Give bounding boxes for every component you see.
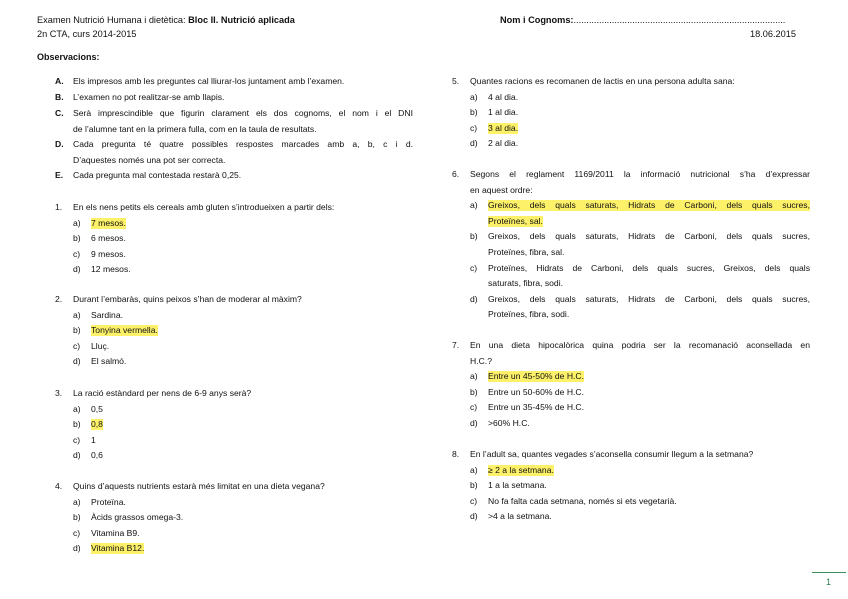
option-text: saturats, fibra, sodi. [488, 278, 563, 289]
option-text: Entre un 35-45% de H.C. [488, 402, 585, 413]
option-text: Proteïnes, fibra, sodi. [488, 309, 570, 320]
option-label: a) [470, 200, 478, 211]
option-text: 4 al dia. [488, 91, 519, 102]
question-number: 2. [55, 294, 63, 304]
option-label: a) [470, 371, 478, 382]
exam-title-bold: Bloc II. Nutrició aplicada [188, 15, 295, 25]
option-text: 1 [91, 434, 96, 445]
option-label: c) [470, 402, 478, 413]
observation-label: D. [55, 139, 64, 149]
observation-text: de l’alumne tant en la primera fulla, com en la taula de resultats. [73, 123, 317, 134]
option-label: d) [470, 511, 478, 522]
question-text: H.C.? [470, 355, 492, 366]
option-text: Greixos, dels quals saturats, Hidrats de Carboni, dels quals sucres, [488, 231, 810, 242]
option-text: 1 a la setmana. [488, 480, 547, 491]
option-text: Greixos, dels quals saturats, Hidrats de Carboni, dels quals sucres, [488, 293, 810, 304]
page-number: 1 [826, 577, 832, 587]
option-label: c) [73, 434, 81, 445]
question-text: Quins d’aquests nutrients estarà més limitat en una dieta vegana? [73, 481, 325, 491]
option-label: b) [470, 107, 478, 118]
option-label: a) [73, 403, 81, 414]
option-text: Àcids grassos omega-3. [91, 512, 184, 523]
observation-text: Cada pregunta mal contestada restarà 0,25. [73, 170, 242, 180]
option-text-correct: Vitamina B12. [91, 543, 145, 554]
observation-text: D’aquestes només una pot ser correcta. [73, 154, 226, 165]
footer-rule [812, 572, 846, 573]
name-field [500, 15, 785, 25]
option-label: b) [73, 512, 81, 523]
observation-label: E. [55, 170, 64, 180]
observation-text: Cada pregunta té quatre possibles respostes marcades amb a, b, c i d. [73, 139, 413, 149]
option-label: a) [73, 496, 81, 507]
option-text: Proteïna. [91, 496, 126, 507]
question-number: 3. [55, 388, 63, 398]
option-label: b) [73, 233, 81, 244]
observation-text: Els impresos amb les preguntes cal lliurar-los juntament amb l’examen. [73, 76, 345, 86]
option-label: c) [470, 122, 478, 133]
option-text-correct: Entre un 45-50% de H.C. [488, 371, 585, 382]
option-text: Proteïnes, Hidrats de Carboni, dels quals sucres, Greixos, dels quals [488, 262, 810, 273]
option-text: Lluç. [91, 340, 110, 351]
option-text-correct: 7 mesos. [91, 217, 126, 228]
question-number: 6. [452, 169, 460, 179]
question-text: En l’adult sa, quantes vegades s’aconsella consumir llegum a la setmana? [470, 449, 754, 459]
observation-label: B. [55, 92, 64, 102]
option-label: b) [73, 419, 81, 430]
option-text: 2 al dia. [488, 138, 519, 149]
option-text: 0,5 [91, 403, 103, 414]
question-text: En una dieta hipocalòrica quina podria ser la recomanació aconsellada en [470, 340, 810, 350]
observation-text: Serà imprescindible que figurin clarament els dos cognoms, el nom i el DNI [73, 108, 413, 118]
option-text: 0,6 [91, 450, 103, 461]
option-label: c) [73, 527, 81, 538]
option-text-correct: Tonyina vermella. [91, 325, 158, 336]
question-text: en aquest ordre: [470, 184, 533, 195]
name-label: Nom i Cognoms: [500, 15, 574, 25]
option-label: d) [73, 356, 81, 367]
option-text: Sardina. [91, 309, 124, 320]
course-subtitle: 2n CTA, curs 2014-2015 [37, 29, 137, 39]
question-number: 1. [55, 202, 63, 212]
exam-title: Examen Nutrició Humana i dietètica: Bloc II. Nutrició aplicada [37, 15, 295, 25]
observation-text: L’examen no pot realitzar-se amb llapis. [73, 92, 225, 102]
option-label: d) [470, 138, 478, 149]
option-text: 1 al dia. [488, 107, 519, 118]
option-label: b) [73, 325, 81, 336]
observations-title: Observacions: [37, 52, 100, 62]
option-label: a) [470, 464, 478, 475]
name-dots: ................................................................................... [573, 15, 786, 25]
exam-date: 18.06.2015 [750, 29, 796, 39]
question-text: La ració estàndard per nens de 6-9 anys serà? [73, 388, 252, 398]
question-text: Quantes racions es recomanen de lactis en una persona adulta sana: [470, 76, 735, 86]
option-label: c) [470, 495, 478, 506]
option-label: d) [73, 450, 81, 461]
option-label: a) [73, 217, 81, 228]
option-label: d) [470, 418, 478, 428]
option-text: 12 mesos. [91, 264, 131, 275]
option-text-correct: Proteïnes, sal. [488, 215, 543, 226]
option-text: Vitamina B9. [91, 527, 140, 538]
option-label: b) [470, 386, 478, 397]
question-text: Durant l’embaràs, quins peixos s’han de moderar al màxim? [73, 294, 302, 304]
option-label: b) [470, 231, 478, 242]
option-label: a) [470, 91, 478, 102]
question-text: En els nens petits els cereals amb gluten s’introdueixen a partir dels: [73, 202, 335, 212]
option-text: >60% H.C. [488, 418, 530, 428]
option-label: c) [470, 262, 478, 273]
question-number: 8. [452, 449, 460, 459]
option-label: a) [73, 309, 81, 320]
observation-label: A. [55, 76, 64, 86]
option-text: >4 a la setmana. [488, 511, 552, 522]
option-text-correct: 3 al dia. [488, 122, 519, 133]
option-text: Proteïnes, fibra, sal. [488, 247, 565, 257]
question-number: 5. [452, 76, 460, 86]
option-label: b) [470, 480, 478, 491]
option-text: El salmó. [91, 356, 127, 367]
option-label: d) [470, 293, 478, 304]
option-text: 6 mesos. [91, 233, 126, 244]
option-label: d) [73, 264, 81, 275]
option-text-correct: ≥ 2 a la setmana. [488, 464, 554, 475]
question-text: Segons el reglament 1169/2011 la informació nutricional s’ha d’expressar [470, 169, 810, 179]
option-text: Entre un 50-60% de H.C. [488, 386, 585, 397]
option-text: 9 mesos. [91, 248, 126, 259]
question-number: 4. [55, 481, 63, 491]
option-label: d) [73, 543, 81, 554]
option-text: No fa falta cada setmana, només si ets vegetarià. [488, 495, 677, 506]
question-number: 7. [452, 340, 460, 350]
option-label: c) [73, 248, 81, 259]
option-text-correct: 0,8 [91, 419, 103, 430]
option-text-correct: Greixos, dels quals saturats, Hidrats de Carboni, dels quals sucres, [488, 200, 810, 211]
observation-label: C. [55, 108, 64, 118]
option-label: c) [73, 340, 81, 351]
